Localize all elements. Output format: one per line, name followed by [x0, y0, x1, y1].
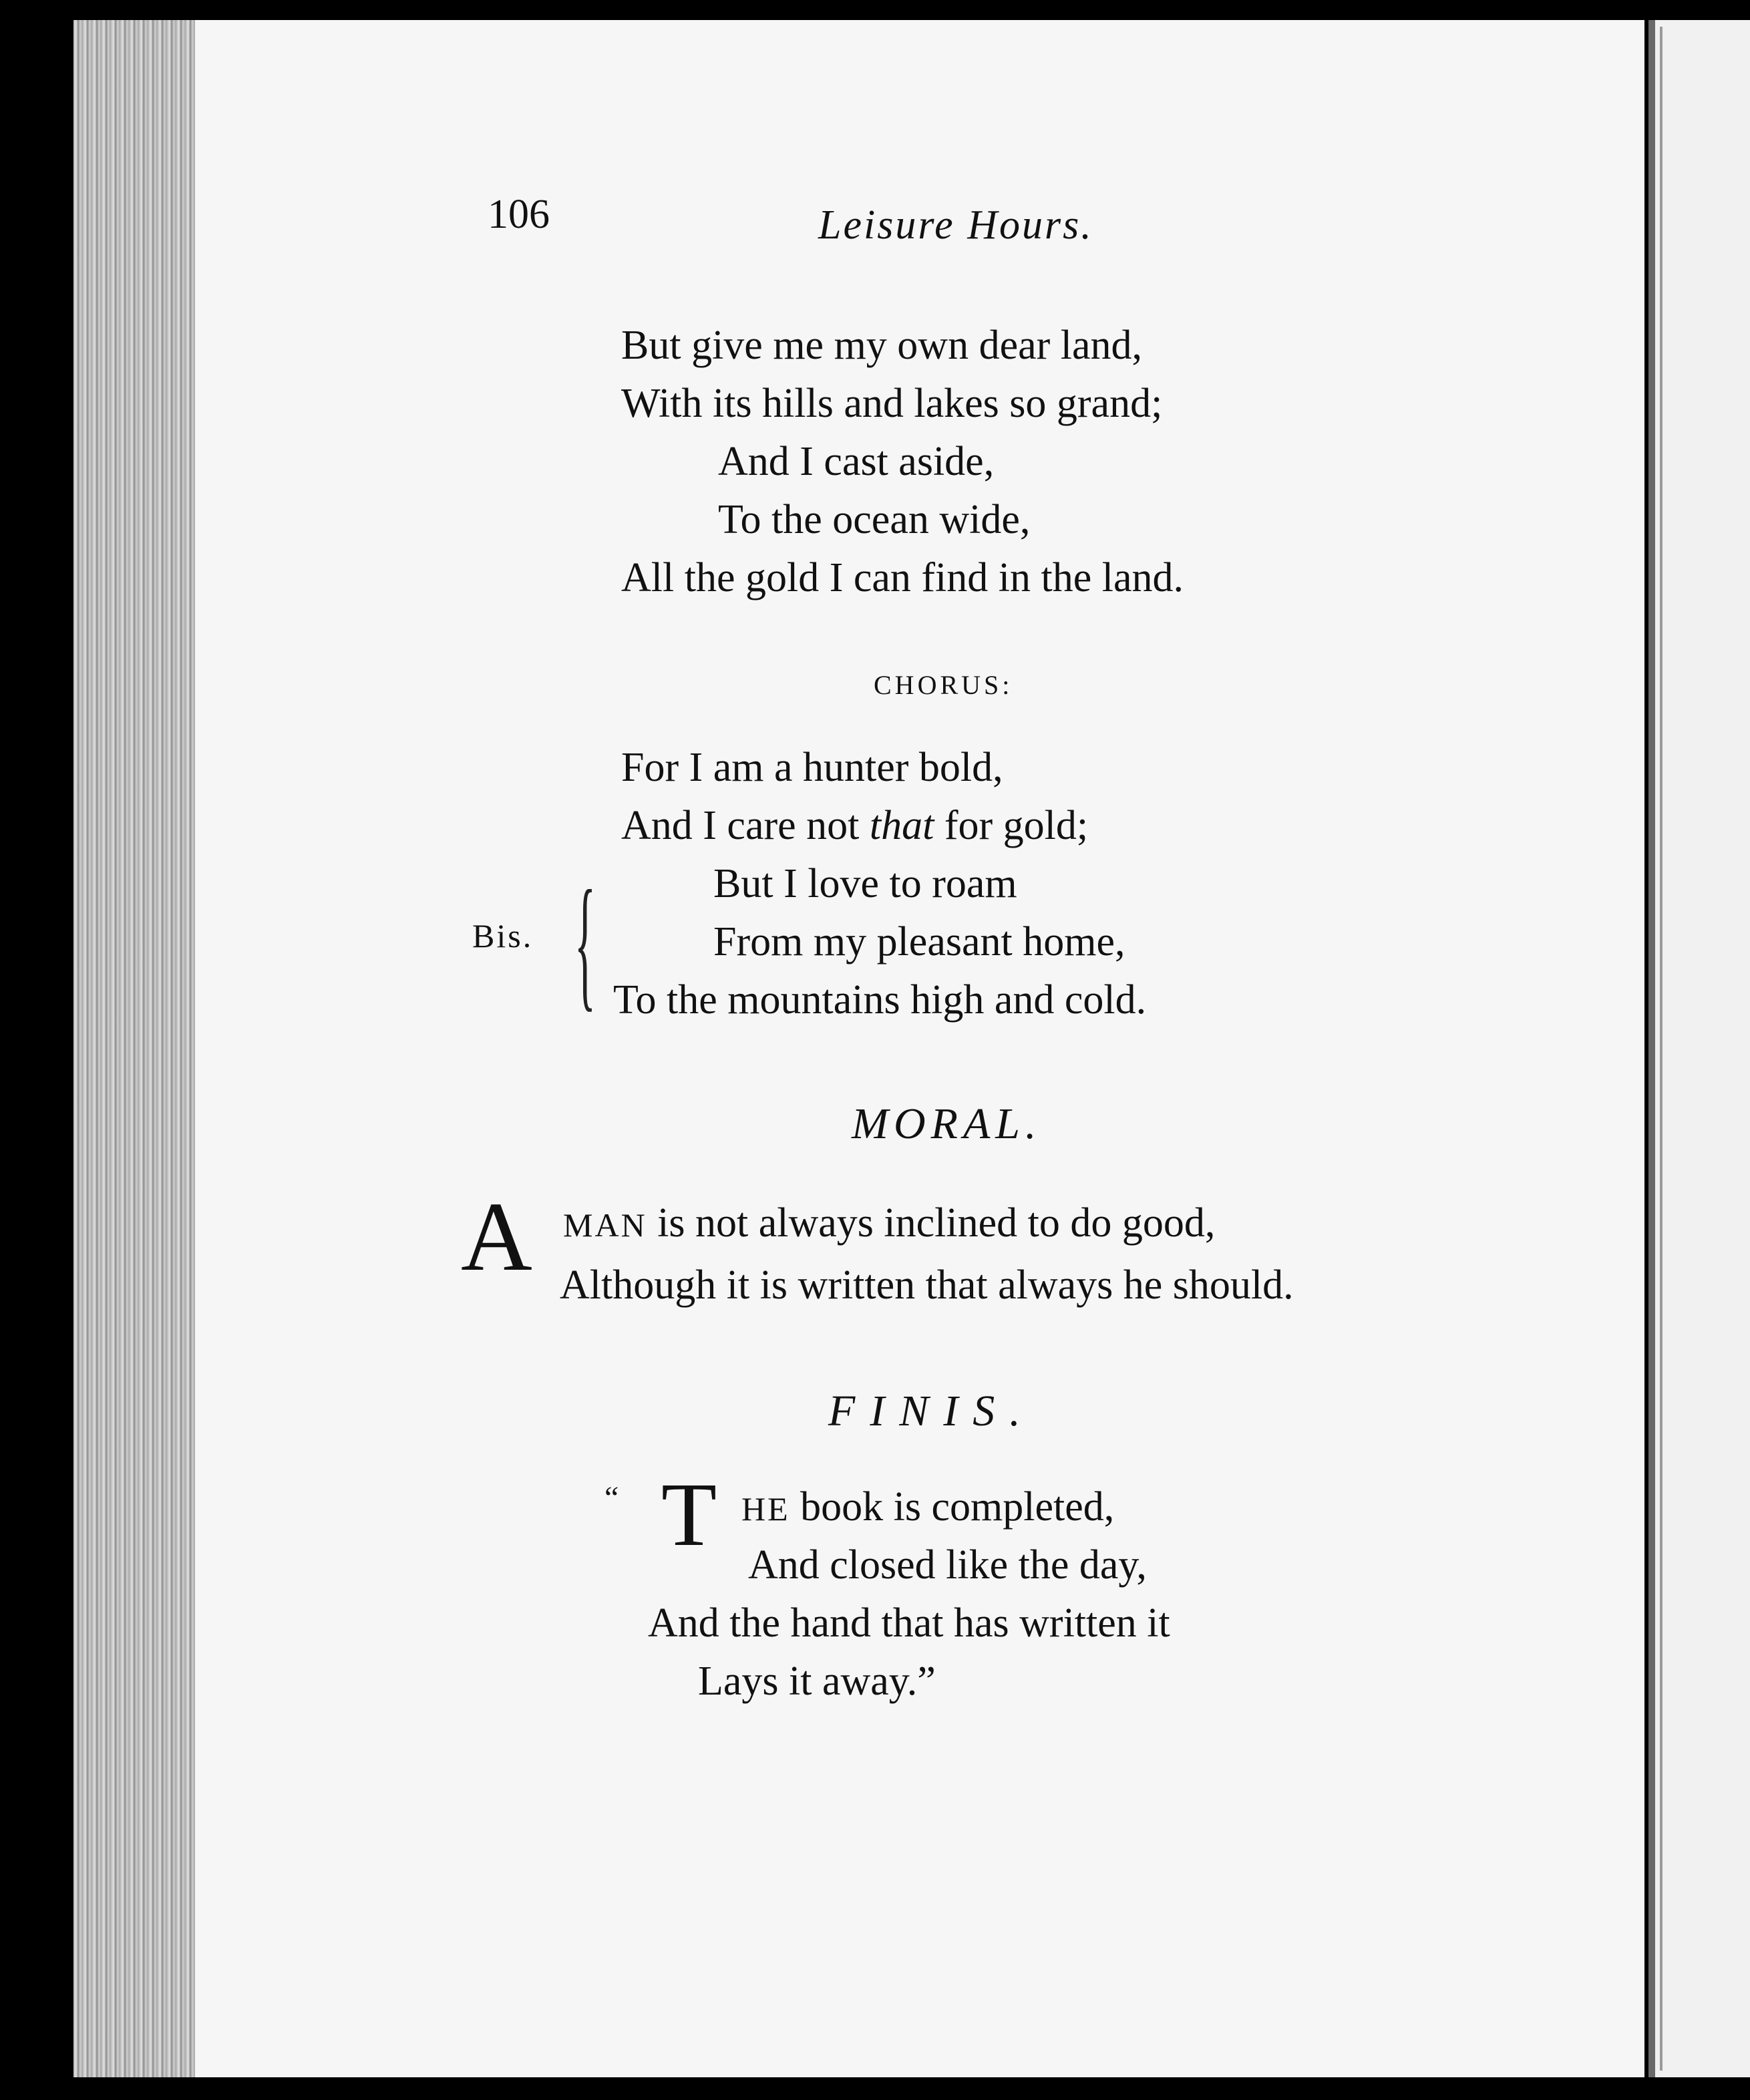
moral-heading: MORAL.: [852, 1099, 1042, 1148]
stanza-line: But give me my own dear land,: [621, 323, 1142, 368]
moral-line: Although it is written that always he should.: [560, 1262, 1294, 1308]
finis-line: And the hand that has written it: [648, 1600, 1170, 1646]
finis-line: Lays it away.”: [698, 1658, 936, 1704]
finis-line: HE book is completed,: [741, 1484, 1115, 1530]
drop-cap: T: [661, 1465, 717, 1565]
finis-heading: FINIS.: [828, 1387, 1035, 1435]
repeated-line: But I love to roam: [713, 861, 1017, 906]
stanza-line: And I cast aside,: [718, 439, 995, 484]
repeated-line: To the mountains high and cold.: [613, 977, 1147, 1023]
chorus-line: And I care not that for gold;: [621, 803, 1089, 848]
gutter-shadow: [1660, 27, 1662, 2071]
facing-page-edge: [1648, 20, 1750, 2077]
page-number: 106: [488, 192, 550, 237]
open-quote: “: [604, 1480, 621, 1516]
moral-line: MAN is not always inclined to do good,: [563, 1200, 1216, 1246]
running-title: Leisure Hours.: [818, 202, 1093, 248]
finis-line: And closed like the day,: [748, 1542, 1147, 1588]
repeated-line: From my pleasant home,: [713, 919, 1125, 965]
chorus-line: For I am a hunter bold,: [621, 745, 1003, 790]
book-page-edges: [73, 20, 200, 2077]
chorus-label: CHORUS:: [874, 670, 1013, 700]
stanza-line: With its hills and lakes so grand;: [621, 381, 1163, 426]
stanza-line: All the gold I can find in the land.: [621, 555, 1184, 600]
stanza-line: To the ocean wide,: [718, 497, 1031, 542]
drop-cap: A: [461, 1182, 532, 1292]
repeat-brace: {: [574, 860, 596, 1025]
repeat-marker: Bis.: [472, 917, 534, 954]
